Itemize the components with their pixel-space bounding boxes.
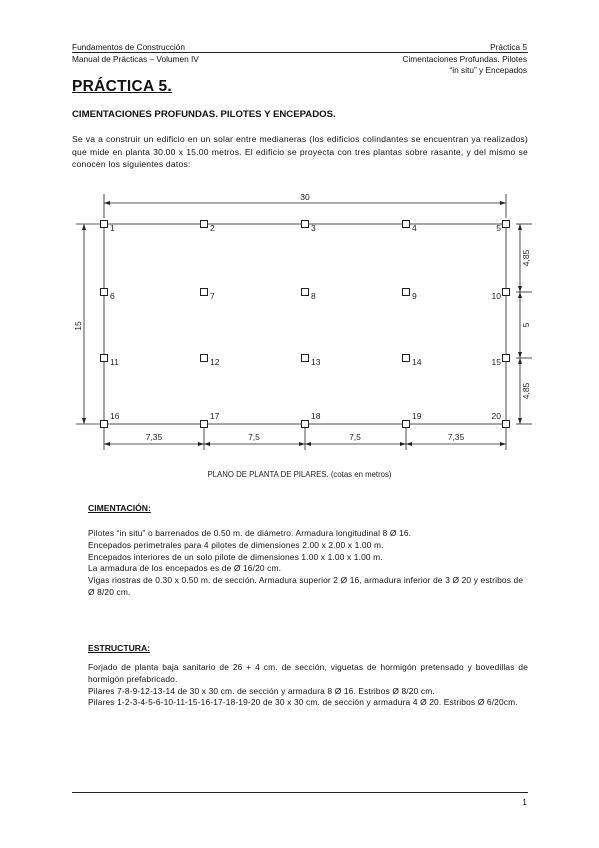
dim-arrows [82,201,522,446]
right-dimension-label-3: 4,85 [521,382,531,400]
cimentacion-line-3: Encepados interiores de un solo pilote de dimensiones 1.00 x 1.00 x 1.00 m. [88,551,383,562]
pillar-grid [101,221,510,428]
pillar-label-11: 11 [110,357,119,367]
pillar-label-13: 13 [311,357,321,367]
header-topic [402,54,527,75]
header-practice: Práctica 5 [490,42,527,52]
pillar-label-5: 5 [496,223,501,233]
pillar-11 [101,355,108,362]
pillar-label-9: 9 [412,291,417,301]
running-header-top [72,42,527,53]
pillar-floor-plan [72,188,532,450]
arrow-bottom-4b [406,442,412,446]
pillar-6 [101,289,108,296]
estructura-body [88,662,528,709]
arrow-bottom-2b [204,442,210,446]
plan-caption: PLANO DE PLANTA DE PILARES. (cotas en metros) [207,470,392,479]
pillar-13 [302,355,309,362]
pillar-label-7: 7 [210,291,215,301]
pillar-label-1: 1 [110,223,115,233]
arrow-top-right [500,201,506,205]
bottom-dimension-label-1: 7,35 [145,432,163,442]
pillar-17 [201,421,208,428]
pillar-label-10: 10 [491,291,501,301]
arrow-bottom-5 [500,442,506,446]
section-subtitle: CIMENTACIONES PROFUNDAS. PILOTES Y ENCEPADOS. [72,109,336,120]
bottom-dimension-label-3: 7,5 [349,432,361,442]
right-dimension-label-2: 5 [521,322,531,328]
pillar-label-15: 15 [491,357,501,367]
arrow-bottom-4a [400,442,406,446]
arrow-right-1 [518,224,522,230]
right-dimension-label-1: 4,85 [521,249,531,267]
arrow-right-2b [518,292,522,298]
header-course: Fundamentos de Construcción [72,42,185,52]
plan-lines [76,194,532,450]
header-rule [72,52,528,53]
pillar-14 [403,355,410,362]
arrow-right-3b [518,358,522,364]
cimentacion-line-1: Pilotes “in situ” o barrenados de 0.50 m. de diámetro. Armadura longitudinal 8 Ø 16. [88,528,412,538]
pillar-label-17: 17 [210,411,220,421]
bottom-dimension-label-2: 7,5 [248,432,260,442]
header-topic-line-2: “in situ” y Encepados [449,64,527,75]
estructura-line-3: Pilares 1-2-3-4-5-6-10-11-15-16-17-18-19-20 de 30 x 30 cm. de sección y armadura 4 Ø 20. Estribos Ø 6/20cm. [88,697,518,708]
arrow-top-left [104,201,110,205]
intro-paragraph: Se va a construir un edificio en un solar entre medianeras (los edificios colindantes se encuentran ya realizados) que mide en planta 30.00 x 15.00 metros. El edificio se proyecta con tres plantas sobre rasante, y del mismo se conocen los siguientes datos: [72,134,528,169]
left-dimension-label: 15 [73,321,83,331]
pillar-label-2: 2 [210,223,215,233]
arrow-bottom-3a [299,442,305,446]
arrow-left-top [82,224,86,230]
pillar-9 [403,289,410,296]
arrow-bottom-3b [305,442,311,446]
pillar-label-14: 14 [412,357,422,367]
arrow-left-bottom [82,418,86,424]
estructura-line-1: Forjado de planta baja sanitario de 26 + 4 cm. de sección, viguetas de hormigón pretensado y bovedillas de hormigón prefabricado. [88,662,528,684]
pillar-20 [503,421,510,428]
page-title: PRÁCTICA 5. [72,78,173,95]
pillar-label-12: 12 [210,357,220,367]
footer-rule [72,792,528,793]
arrow-right-4 [518,418,522,424]
cimentacion-line-4: La armadura de los encepados es de Ø 16/20 cm. [88,563,282,574]
arrow-right-3a [518,352,522,358]
page-number: 1 [522,797,527,807]
top-dimension-label: 30 [300,192,310,202]
arrow-bottom-1 [104,442,110,446]
pillar-label-4: 4 [412,223,417,233]
cimentacion-heading: CIMENTACIÓN: [88,503,151,513]
pillar-3 [302,221,309,228]
running-header-bottom [72,54,527,75]
pillar-1 [101,221,108,228]
pillar-label-16: 16 [110,411,120,421]
header-manual: Manual de Prácticas – Volumen IV [72,54,199,64]
cimentacion-body [88,528,528,599]
pillar-label-8: 8 [311,291,316,301]
pillar-19 [403,421,410,428]
pillar-label-18: 18 [311,411,321,421]
pillar-7 [201,289,208,296]
estructura-heading: ESTRUCTURA: [88,643,151,653]
pillar-4 [403,221,410,228]
cimentacion-line-5: Vigas riostras de 0.30 x 0.50 m. de sección. Armadura superior 2 Ø 16, armadura inferior de 3 Ø 20 y estribos de Ø 8/20 cm. [88,575,524,597]
pillar-2 [201,221,208,228]
pillar-label-20: 20 [491,411,501,421]
pillar-label-19: 19 [412,411,422,421]
pillar-8 [302,289,309,296]
estructura-line-2: Pilares 7-8-9-12-13-14 de 30 x 30 cm. de sección y armadura 8 Ø 16. Estribos Ø 8/20 cm. [88,685,435,696]
pillar-5 [503,221,510,228]
building-outline [104,224,506,424]
pillar-label-6: 6 [110,291,115,301]
pillar-12 [201,355,208,362]
pillar-10 [503,289,510,296]
arrow-right-2a [518,286,522,292]
pillar-18 [302,421,309,428]
pillar-16 [101,421,108,428]
arrow-bottom-2a [198,442,204,446]
header-topic-line-1: Cimentaciones Profundas. Pilotes [402,54,527,64]
bottom-dimension-label-4: 7,35 [447,432,465,442]
cimentacion-line-2: Encepados perimetrales para 4 pilotes de dimensiones 2.00 x 2.00 x 1.00 m. [88,539,384,550]
pillar-label-3: 3 [311,223,316,233]
pillar-15 [503,355,510,362]
